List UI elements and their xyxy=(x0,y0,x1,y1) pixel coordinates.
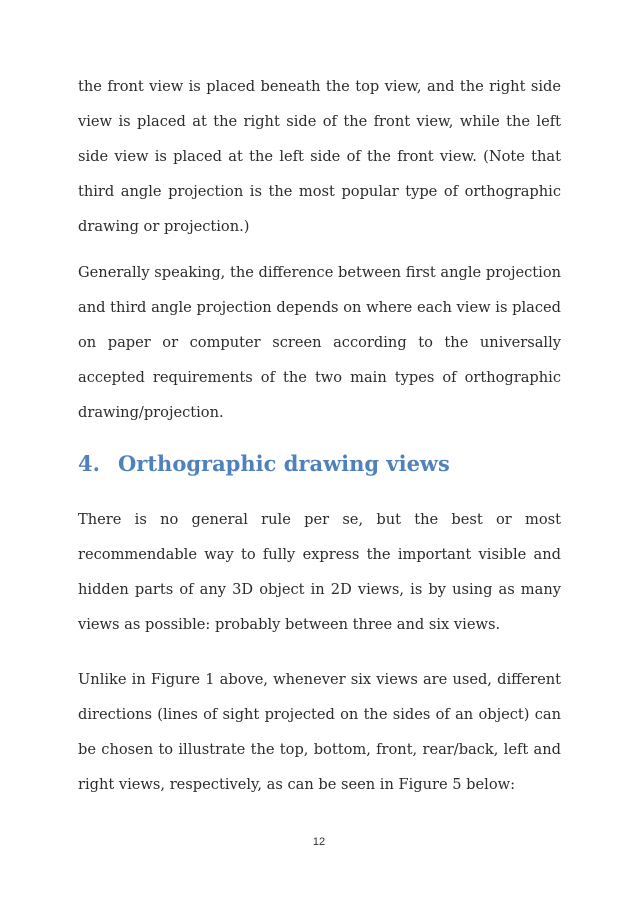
paragraph-projection-placement: the front view is placed beneath the top view, and the right side view is placed at the right side of the front view, while the left side view is placed at the left side of the front view. (Note that third angle projection is the most popular type of orthographic drawing or projection.) xyxy=(78,78,561,235)
paragraph-six-views: Unlike in Figure 1 above, whenever six views are used, different directions (lines of sight projected on the sides of an object) can be chosen to illustrate the top, bottom, front, rear/back, left and right views, respectively, as can be seen in Figure 5 below: xyxy=(78,671,561,793)
page-number: 12 xyxy=(312,836,326,848)
paragraph-angle-difference: Generally speaking, the difference between first angle projection and third angle projection depends on where each view is placed on paper or computer screen according to the universally accepted requirements of the two main types of orthographic drawing/projection. xyxy=(78,264,561,421)
section-title: Orthographic drawing views xyxy=(118,451,450,476)
section-number: 4. xyxy=(78,451,100,476)
section-heading xyxy=(78,447,450,481)
paragraph-views-count: There is no general rule per se, but the best or most recommendable way to fully express the important visible and hidden parts of any 3D object in 2D views, is by using as many views as possible: probably between three and six views. xyxy=(78,511,561,633)
